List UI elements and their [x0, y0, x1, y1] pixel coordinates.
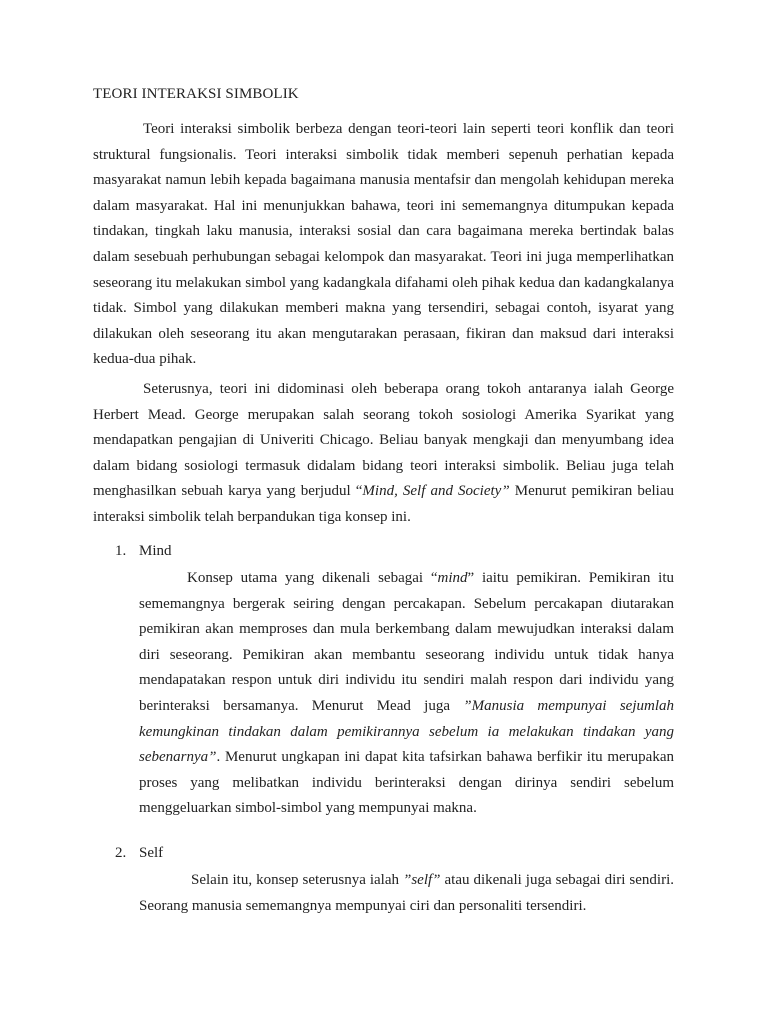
- mind-text: . Menurut ungkapan ini dapat kita tafsirkan bahawa berfikir itu merupakan proses yang melibatkan individu berinteraksi dengan dirinya sendiri sebelum menggeluarkan simbol-simbol yang mempunyai makna.: [139, 749, 674, 817]
- document-title: TEORI INTERAKSI SIMBOLIK: [93, 86, 299, 102]
- self-text: Selain itu, konsep seterusnya ialah: [191, 872, 403, 888]
- paragraph-mead: [93, 377, 674, 531]
- mead-quote: ”Manusia mempunyai sejumlah kemungkinan tindakan dalam pemikirannya sebelum ia melakukan tindakan yang sebenarnya”: [139, 697, 674, 766]
- list-number: 2.: [115, 845, 127, 861]
- self-text: atau dikenali juga sebagai diri sendiri. Seorang manusia sememangnya mempunyai ciri dan personaliti tersendiri.: [139, 872, 674, 914]
- mind-text: ” iaitu pemikiran. Pemikiran itu sememangnya bergerak seiring dengan percakapan. Sebelum percakapan diutarakan pemikiran akan memproses dan mula berkembang dalam mewujudkan interaksi dalam diri seseorang. Pemikiran akan membantu seseorang individu untuk tidak hanya mendapatakan respon untuk diri individu itu sendiri malah respon dari individu yang berinteraksi bersamanya. Menurut Mead juga: [139, 570, 674, 714]
- self-term: ”self”: [403, 872, 441, 888]
- mind-text: Konsep utama yang dikenali sebagai “: [187, 570, 438, 586]
- self-paragraph: [139, 868, 674, 919]
- paragraph-intro: Teori interaksi simbolik berbeza dengan teori-teori lain seperti teori konflik dan teori struktural fungsionalis. Teori interaksi simbolik tidak memberi sepenuh perhatian kepada masyarakat namun lebih kepada bagaimana manusia mentafsir dan mengolah kehidupan mereka dalam masyarakat. Hal ini menunjukkan bahawa, teori ini sememangnya ditumpukan kepada tindakan, tingkah laku manusia, interaksi sosial dan cara bagaimana mereka bertindak balas dalam sesebuah perhubungan sebagai kelompok dan masyarakat. Teori ini juga memperlihatkan seseorang itu melakukan simbol yang kadangkala difahami oleh pihak kedua dan kadangkalanya tidak. Simbol yang dilakukan memberi makna yang tersendiri, sebagai contoh, isyarat yang dilakukan oleh seseorang itu akan mengutarakan perasaan, fikiran dan maksud dari interaksi kedua-dua pihak.: [93, 121, 674, 368]
- list-number: 1.: [115, 543, 127, 559]
- mind-paragraph: [139, 566, 674, 822]
- book-title: Mind, Self and Society”: [362, 483, 510, 500]
- list-heading-self: Self: [139, 845, 164, 861]
- paragraph-mead-text: Seterusnya, teori ini didominasi oleh beberapa orang tokoh antaranya ialah George Herbert Mead. George merupakan salah seorang tokoh sosiologi Amerika Syarikat yang mendapatkan pengajian di Univeriti Chicago. Beliau banyak mengkaji dan menyumbang idea dalam bidang sosiologi termasuk didalam bidang teori interaksi simbolik. Beliau juga telah menghasilkan sebuah karya yang berjudul “: [93, 381, 674, 500]
- paragraph-mead-text-end: Menurut pemikiran beliau interaksi simbolik telah berpandukan tiga konsep ini.: [93, 483, 675, 525]
- mind-term: mind: [437, 570, 468, 586]
- list-heading-mind: Mind: [139, 543, 172, 559]
